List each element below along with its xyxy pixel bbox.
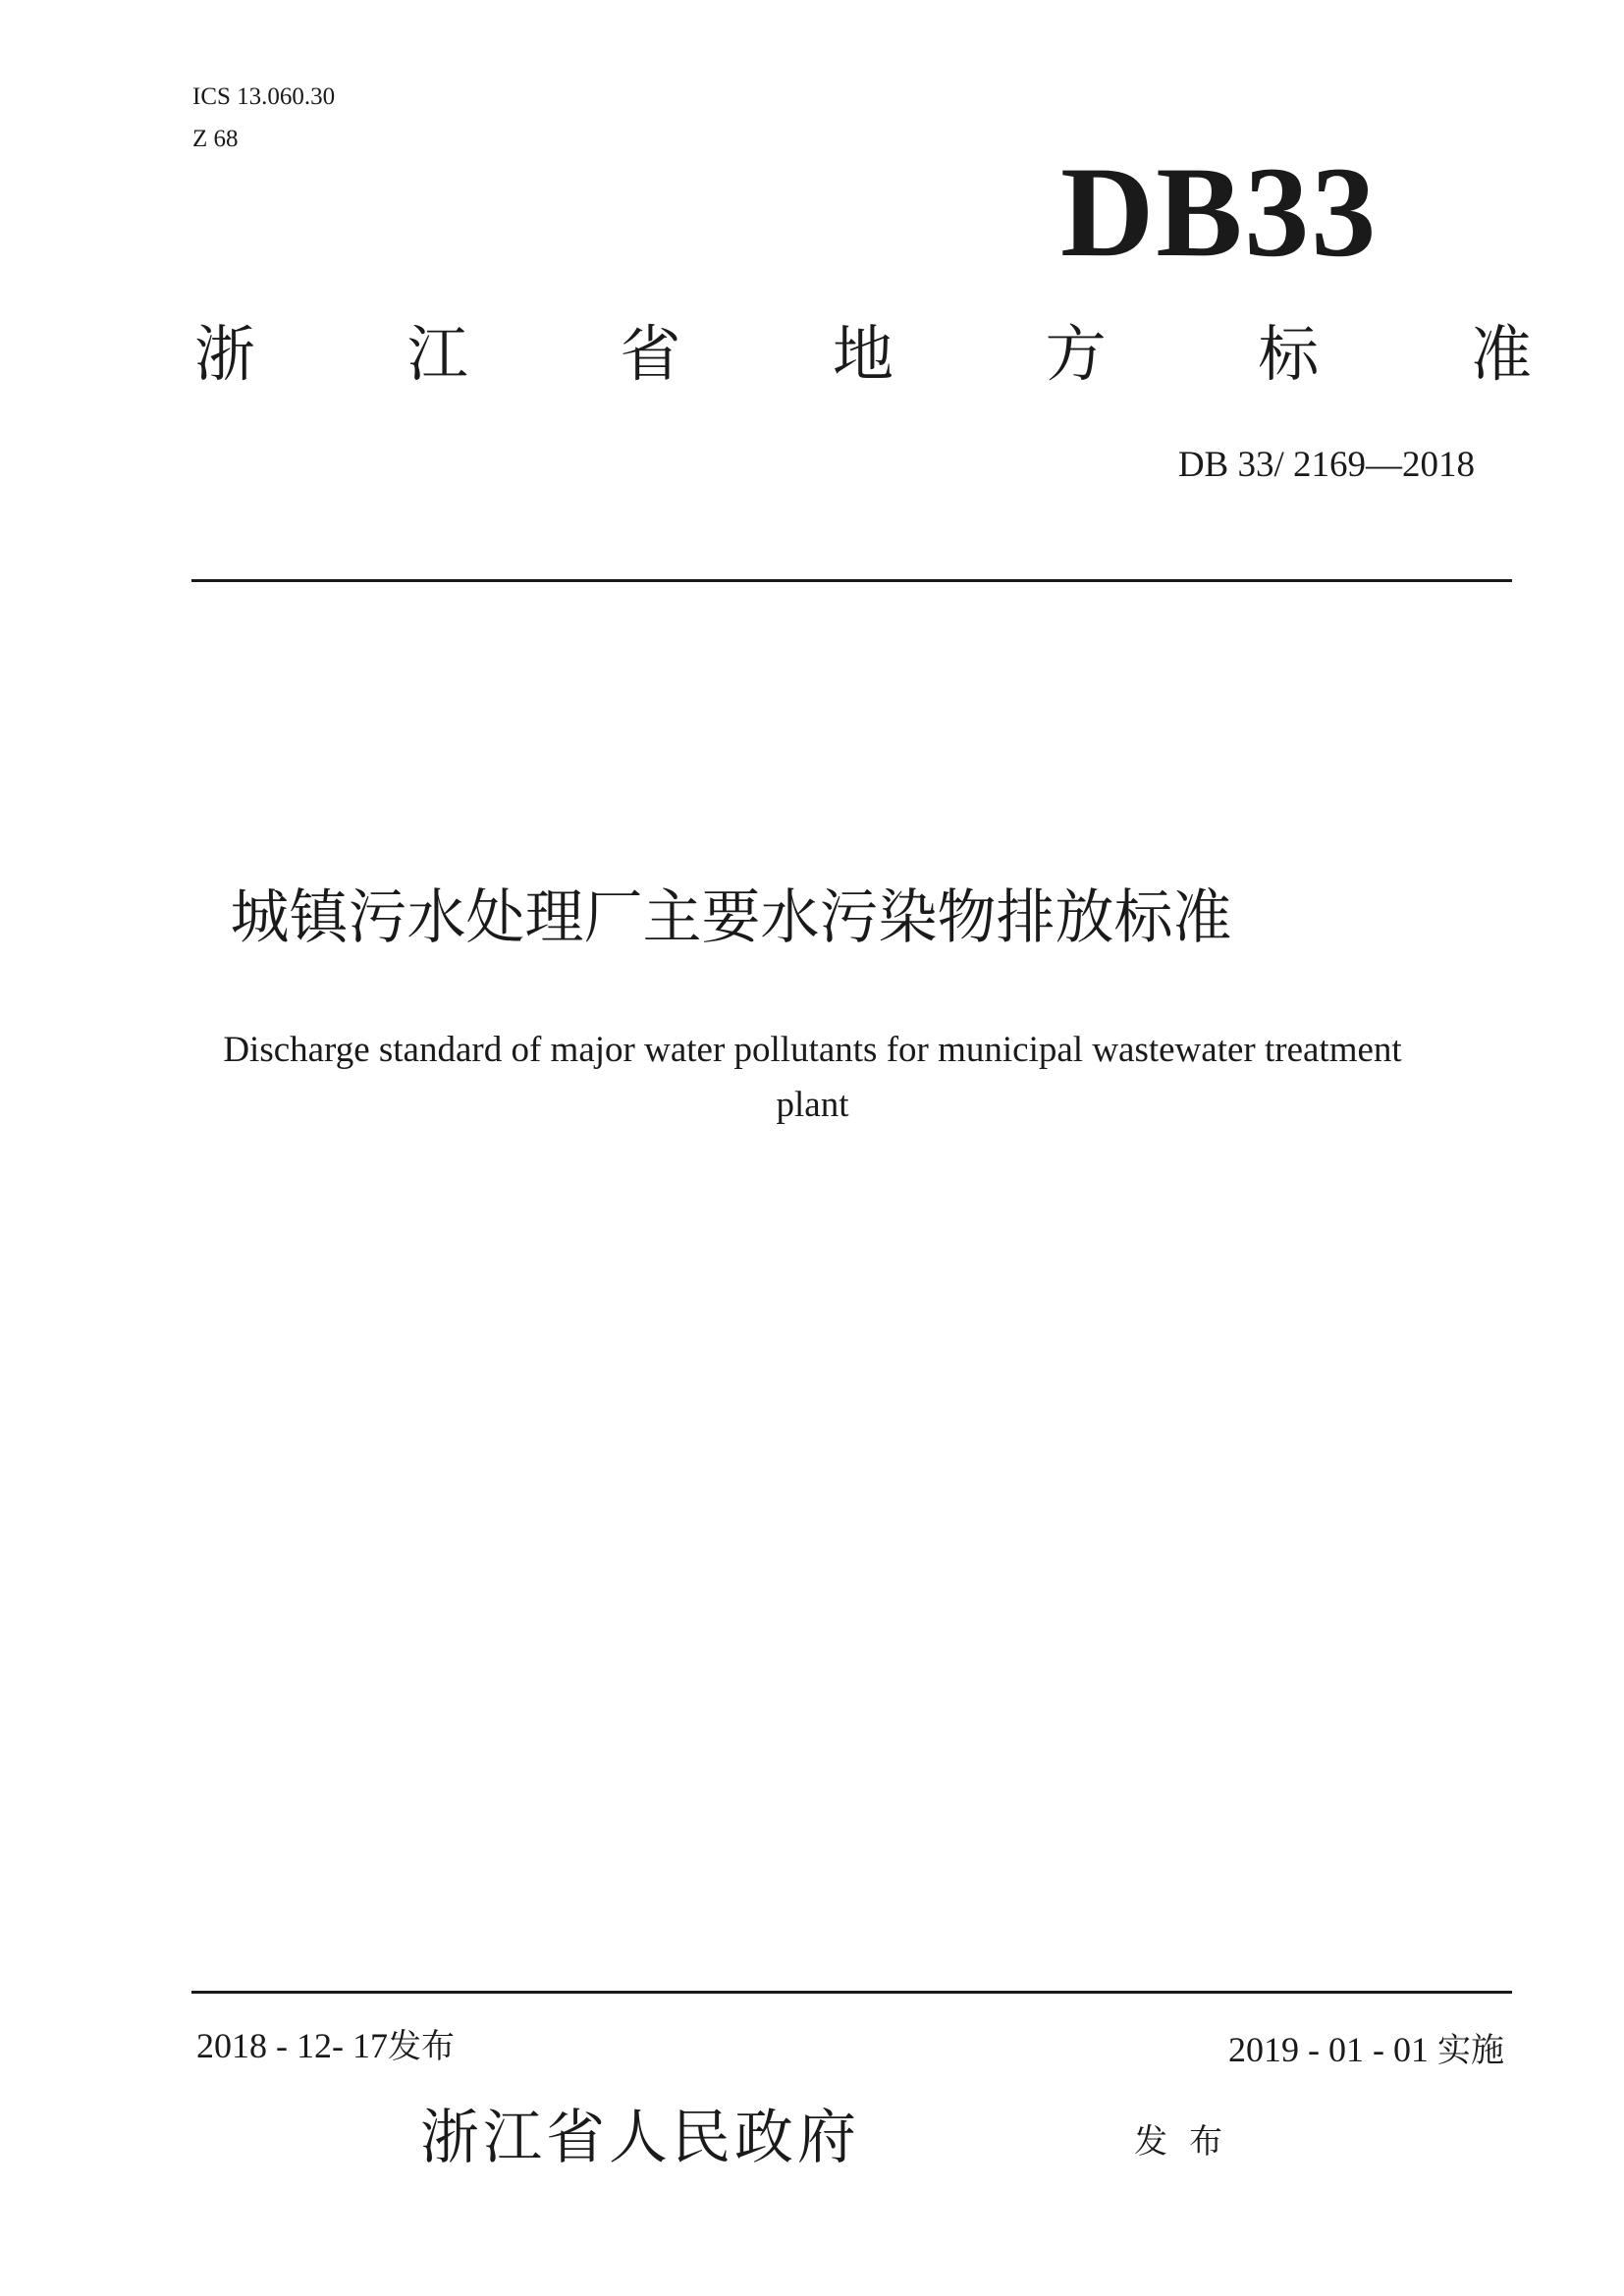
document-title-english: Discharge standard of major water pollutants for municipal wastewater treatment plant [223, 1030, 1402, 1125]
standard-type-heading [194, 318, 1532, 390]
implement-label: 实施 [1437, 2031, 1504, 2070]
publish-label: 发布 [387, 2027, 455, 2066]
standard-code-logo: DB33 [1060, 139, 1379, 284]
implement-date: 2019 - 01 - 01 [1228, 2030, 1429, 2069]
publish-date: 2018 - 12- 17 [196, 2026, 388, 2065]
publish-date-line [196, 2026, 455, 2066]
standard-type-char: 浙 [194, 318, 256, 390]
standard-type-char: 地 [832, 318, 893, 390]
classification-code: Z 68 [192, 126, 239, 152]
implement-date-line [1228, 2030, 1504, 2070]
document-title-chinese: 城镇污水处理厂主要水污染物排放标准 [230, 883, 1232, 952]
footer-divider [191, 1991, 1512, 1994]
standard-type-char: 标 [1258, 318, 1320, 390]
standard-type-char: 江 [406, 318, 468, 390]
standard-type-char: 方 [1045, 318, 1107, 390]
header-divider [191, 579, 1512, 582]
issuing-authority: 浙江省人民政府 [420, 2104, 860, 2172]
issue-label: 发布 [1134, 2122, 1244, 2162]
standard-type-char: 准 [1470, 318, 1532, 390]
ics-code: ICS 13.060.30 [192, 83, 336, 110]
standard-number: DB 33/ 2169—2018 [1177, 445, 1475, 485]
standard-type-char: 省 [620, 318, 681, 390]
